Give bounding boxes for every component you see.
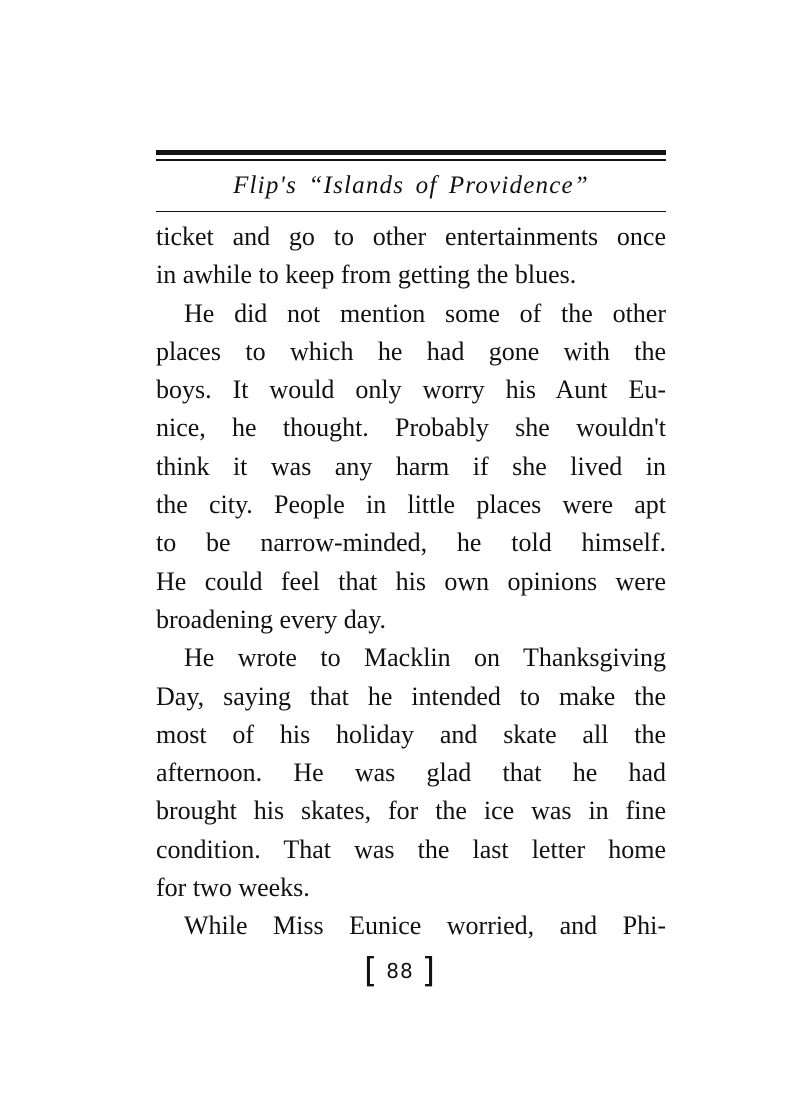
text-line: boys. It would only worry his Aunt Eu-	[156, 375, 666, 405]
text-line: nice, he thought. Probably she wouldn't	[156, 413, 666, 443]
text-line: most of his holiday and skate all the	[156, 719, 666, 749]
text-line: in awhile to keep from getting the blues.	[156, 260, 577, 290]
text-line: While Miss Eunice worried, and Phi-	[184, 911, 666, 941]
text-line: to be narrow-minded, he told himself.	[156, 528, 666, 558]
text-line: He could feel that his own opinions were	[156, 566, 666, 596]
body-text	[156, 218, 666, 946]
text-line: Day, saying that he intended to make the	[156, 681, 666, 711]
text-line: afternoon. He was glad that he had	[156, 758, 666, 788]
text-line: places to which he had gone with the	[156, 336, 666, 366]
page-number	[0, 951, 800, 991]
text-line: the city. People in little places were apt	[156, 490, 666, 520]
folio-number: 88	[386, 959, 414, 983]
header-rule-thin-bottom	[156, 211, 666, 213]
running-title: Flip's “Islands of Providence”	[233, 171, 589, 199]
text-line: He did not mention some of the other	[184, 298, 666, 328]
page-content	[156, 150, 666, 946]
text-line: brought his skates, for the ice was in fine	[156, 796, 666, 826]
folio-open-bracket: [	[364, 951, 379, 991]
text-line: for two weeks.	[156, 873, 310, 903]
text-line: ticket and go to other entertainments once	[156, 222, 666, 251]
text-line: think it was any harm if she lived in	[156, 451, 666, 481]
text-line: condition. That was the last letter home	[156, 834, 666, 864]
text-line: He wrote to Macklin on Thanksgiving	[184, 643, 666, 673]
text-line: broadening every day.	[156, 604, 387, 634]
folio-close-bracket: ]	[421, 951, 436, 991]
